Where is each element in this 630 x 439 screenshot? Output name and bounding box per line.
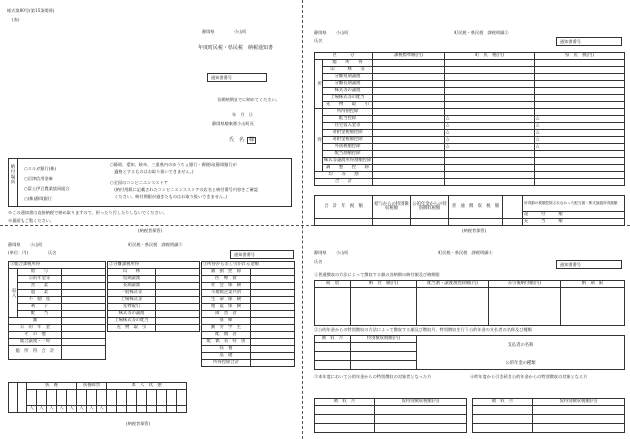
name-label: 氏 名 様 bbox=[229, 137, 255, 143]
postal-bank-1: ○静岡、愛知、岐阜、三重県内のゆうちょ銀行・郵便局(静岡銀行が bbox=[110, 162, 237, 167]
note-1: ※この通知書は直接納税で納め取りますので、折ったり汚したりしないでください。 bbox=[8, 210, 168, 215]
convenience-note-1: (納付用紙に記載されたコンビニエンスストアの店名と納付番号内容をご確認 bbox=[110, 187, 258, 192]
issue-date: 年 月 日 bbox=[232, 112, 253, 117]
section-4-title: ④昨年度から引き続き公的年金からの特別徴収の対象となる方 bbox=[470, 374, 588, 379]
issuer: 静岡県駿東郡小山町長 bbox=[212, 121, 254, 126]
pref-label-2: 静岡県 bbox=[314, 30, 327, 35]
town-label: 小山町 bbox=[234, 29, 247, 34]
bank-3: ○富士伊豆農業協同組合 bbox=[24, 186, 70, 191]
pref-label-4: 静岡県 bbox=[314, 250, 327, 255]
deadline-message: 各期納期までに納めてください。 bbox=[217, 97, 280, 102]
notice-number-box-4: 通知書番号 bbox=[556, 260, 622, 269]
keep-label-1: (納税者保管) bbox=[138, 228, 163, 233]
bank-2: ○沼津信用金庫 bbox=[24, 176, 53, 181]
notice-title: 年度町民税・県民税 納税通知書 bbox=[198, 45, 274, 51]
provisional-table-4: 徴 収 月 仮特別徴収税額(円) bbox=[472, 398, 625, 433]
tax-summary-table: 合 計 年 税 額 給与からの特別徴収税額 公的年金からの特別徴収税額 普 通 徴 収 税 額 所得割の税額控除されなかった配当割・株式譲渡所得割額 還 付 額 充 当 額 bbox=[314, 195, 625, 226]
postal-bank-2: 適格とするものはお取り扱いできません。) bbox=[110, 169, 194, 174]
town-label-2: 小山町 bbox=[336, 30, 349, 35]
income-table: ①総合課税所得 収入 給 与 公的年金等 営 業 農 業 不 動 産 利 子 配 当 雑 公 的 年 金 そ の 他 総合譲渡・一時 総 所 得 合 計 bbox=[8, 261, 106, 360]
pension-table: 徴 収 月 特別徴収税額(円) 支払者の名称 公的年金の種類 bbox=[314, 335, 625, 370]
separate-income-table: ②分離課税所得 山 林 短期譲渡 長期譲渡 一般株式等 上場株式等 先物取引 株式等の譲渡 上場株式等の配当 先 物 取 引 bbox=[107, 261, 200, 332]
unit-label: (単位：円) bbox=[8, 250, 29, 255]
name-label-2: 氏名 bbox=[314, 38, 323, 43]
family-status-table: 扶 養 扶養障害 本 人 状 態 人 人 人 人 人 人 人 人 bbox=[8, 382, 187, 413]
section-3-title: ③本年度において公的年金からの特別徴収の対象者となった方 bbox=[314, 374, 432, 379]
section-2-title: ②公的年金からの特別徴収の方法によって徴収する額及び徴収月、特別徴収を行う公的年金の支払者の名称及び種類 bbox=[314, 327, 532, 332]
notice-number-box-2: 通知書番号 bbox=[556, 37, 622, 46]
bank-1: ○スルガ銀行(株) bbox=[24, 166, 57, 171]
convenience-note-2: ください。納付期限が過ぎたものはお取り扱いできません。) bbox=[110, 194, 228, 199]
tax-detail-table: 区 分 課税標準額(円) 町 民 税(円) 県 民 税(円) 所 総 所 得 山 林 等 分離短期譲渡 分離長期譲渡 株式等の譲渡 上場株式等の配当 先 物 取 引 得 所得割控除 配当控除 △ △ 住宅借入金等 △ △ 寄附金税額控除 △ △ 寄附金税額控除 △ △ 外国税額控除 △ △ 配当割額控除 株式等譲渡所得割額控除 調 整 控 除 均 等 割 合 計 bbox=[314, 52, 625, 186]
side-label: (表) bbox=[12, 17, 20, 22]
section-1-title: ①普通徴収の方法によって徴収する額の各納期の納付額及び納期限 bbox=[314, 272, 440, 277]
pref-label: 静岡県 bbox=[202, 29, 215, 34]
keep-label-3: (納税者保管) bbox=[126, 421, 151, 426]
installment-table: 期 別 納 付 額(円) 配当割・譲渡割控除額(円) 差引後納付額(円) 納 期 限 bbox=[314, 280, 625, 326]
deduction-table: ③所得から差し引かれる金額 雑 損 控 除 医 療 費 社 会 保 険 小規模企業共済 生 命 保 険 地 震 保 険 障 害 者 寡 婦 勤 労 学 生 配 偶 者 配 偶 者 特 別 扶 養 基 礎 所得控除合計 bbox=[201, 261, 295, 367]
keep-label-2: (納税者保管) bbox=[462, 228, 487, 233]
notice-number-box-3: 通知書番号 bbox=[230, 250, 294, 259]
town-label-4: 小山町 bbox=[336, 250, 349, 255]
town-label-3: 小山町 bbox=[30, 242, 43, 247]
name-label-4: 氏名 bbox=[314, 259, 323, 264]
detail-3-title: 町民税・県民税 課税明細③ bbox=[128, 242, 183, 247]
payment-places-label: 納付場所 bbox=[8, 158, 18, 207]
fold-line-vertical bbox=[302, 0, 303, 439]
form-number: 様式第80号(第15条関係) bbox=[7, 8, 55, 13]
detail-2-title: 町民税・県民税 課税明細② bbox=[454, 30, 509, 35]
detail-4-title: 町民税・県民税 課税明細④ bbox=[438, 250, 493, 255]
provisional-table-3: 徴 収 月 仮特別徴収税額(円) bbox=[314, 398, 467, 433]
convenience-store: ○全国のコンビニエンスストア bbox=[110, 180, 168, 185]
notice-number-box: 通知書番号 bbox=[207, 73, 267, 82]
pref-label-3: 静岡県 bbox=[8, 242, 21, 247]
bank-4: ○(株)静岡銀行 bbox=[24, 196, 52, 201]
name-label-3: 氏名 bbox=[48, 250, 57, 255]
note-2: ※裏面もご覧ください。 bbox=[8, 218, 55, 223]
